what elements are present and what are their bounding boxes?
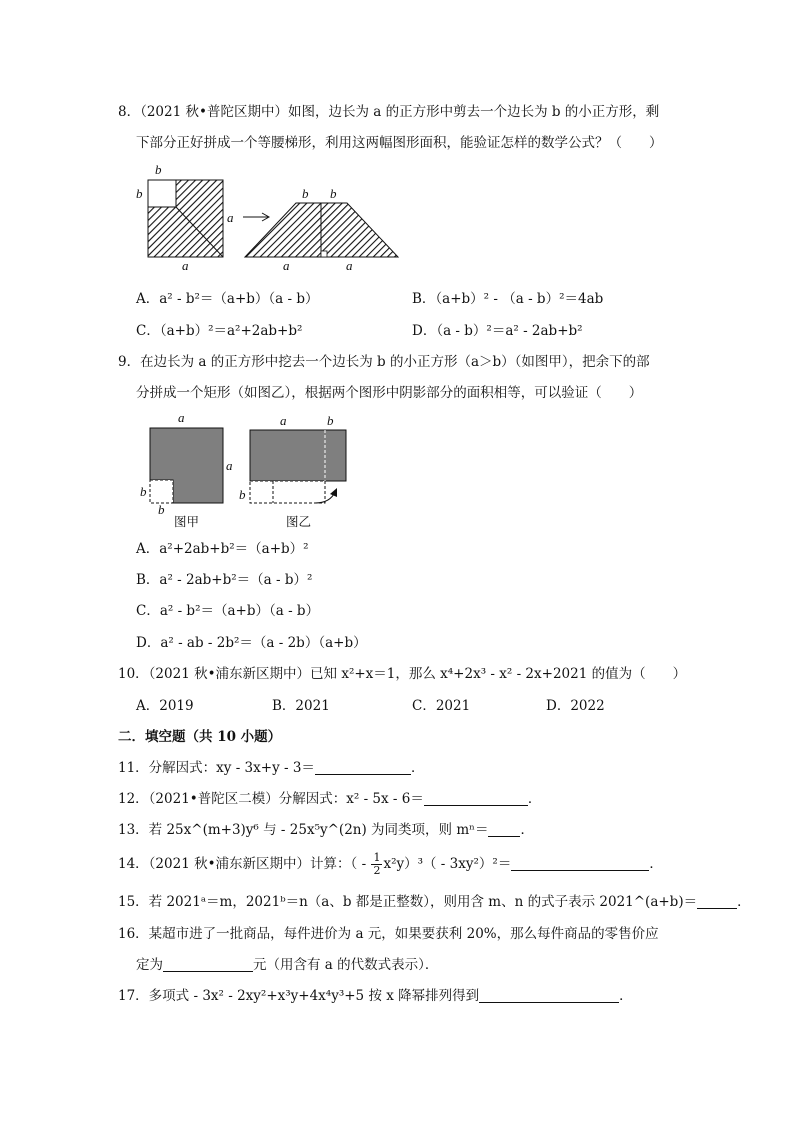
q10-option-a: A．2019 bbox=[136, 698, 194, 714]
q9-label-b-bottom: b bbox=[158, 502, 165, 517]
q14-text-post: x²y）³（ - 3xy²）²＝ bbox=[383, 856, 512, 872]
q8-trap-a-1: a bbox=[283, 258, 290, 273]
section-heading-fill-in: 二．填空题（共 10 小题） bbox=[118, 729, 282, 745]
q9-label-r-b-top: b bbox=[327, 413, 334, 428]
q11-text: 11．分解因式：xy - 3x+y - 3＝ bbox=[118, 760, 315, 776]
q8-trap-b-1: b bbox=[302, 186, 309, 201]
q8-label-a-right: a bbox=[227, 210, 234, 225]
q16-line1: 16．某超市进了一批商品，每件进价为 a 元，如果要获利 20%，那么每件商品的零售价应 bbox=[118, 926, 659, 942]
q8-trap-a-2: a bbox=[346, 258, 353, 273]
q13-answer-blank[interactable] bbox=[488, 822, 520, 837]
q13-text: 13．若 25x^(m+3)y⁶ 与 - 25x⁵y^(2n) 为同类项，则 mⁿ＝ bbox=[118, 822, 489, 838]
q17: 17．多项式 - 3x² - 2xy²+x³y+4x⁴y³+5 按 x 降幂排列得到 ． bbox=[118, 988, 633, 1004]
q9-option-a: A．a²+2ab+b²＝（a+b）² bbox=[136, 541, 309, 557]
q8-label-b-top: b bbox=[155, 162, 162, 177]
q8-stem-line2: 下部分正好拼成一个等腰梯形，利用这两幅图形面积，能验证怎样的数学公式？（ ） bbox=[136, 135, 663, 151]
q10-option-d: D．2022 bbox=[546, 698, 605, 714]
q9-label-b-left: b bbox=[140, 484, 147, 499]
q9-label-jia: 图甲 bbox=[174, 514, 200, 529]
q8-option-b: B．（a+b）² - （a - b）²＝4ab bbox=[412, 291, 604, 307]
q9-stem-line1: 9．在边长为 a 的正方形中挖去一个边长为 b 的小正方形（a＞b）（如图甲），把余下的部 bbox=[118, 354, 650, 370]
q9-label-a-right: a bbox=[226, 458, 233, 473]
q9-option-b: B．a² - 2ab+b²＝（a - b）² bbox=[136, 572, 313, 588]
q17-text: 17．多项式 - 3x² - 2xy²+x³y+4x⁴y³+5 按 x 降幂排列得到 bbox=[118, 988, 480, 1004]
q8-stem-line1: 8．（2021 秋•普陀区期中）如图，边长为 a 的正方形中剪去一个边长为 b 的小正方形，剩 bbox=[118, 104, 660, 120]
q11: 11．分解因式：xy - 3x+y - 3＝ ． bbox=[118, 760, 425, 776]
q8-small-square bbox=[148, 180, 176, 207]
q8-option-c: C．（a+b）²＝a²+2ab+b² bbox=[136, 323, 303, 339]
q8-figure bbox=[130, 160, 410, 275]
q8-option-a: A．a² - b²＝（a+b）（a - b） bbox=[136, 291, 319, 307]
q8-label-a-bottom: a bbox=[182, 258, 189, 273]
q14: 14．（2021 秋•浦东新区期中）计算：（ - $\frac{1}{2}$ x²y）³（ - 3xy²）²＝ ． bbox=[118, 851, 663, 877]
q8-label-b-left: b bbox=[136, 186, 143, 201]
q9-fig-yi-shaded bbox=[250, 430, 346, 481]
q9-option-c: C．a² - b²＝（a+b）（a - b） bbox=[136, 603, 320, 619]
q9-label-r-b-left: b bbox=[239, 487, 246, 502]
q16-answer-blank[interactable] bbox=[163, 957, 253, 972]
q15-answer-blank[interactable] bbox=[697, 894, 737, 909]
q10-stem: 10．（2021 秋•浦东新区期中）已知 x²+x＝1，那么 x⁴+2x³ - x² - 2x+2021 的值为（ ） bbox=[118, 666, 687, 682]
q15: 15．若 2021ᵃ＝m，2021ᵇ＝n（a、b 都是正整数），则用含 m、n 的式子表示 2021^(a+b)＝ ． bbox=[118, 894, 751, 910]
q14-answer-blank[interactable] bbox=[511, 856, 649, 871]
q9-option-d: D．a² - ab - 2b²＝（a - 2b）（a+b） bbox=[136, 635, 367, 651]
q10-option-c: C．2021 bbox=[412, 698, 471, 714]
q17-answer-blank[interactable] bbox=[479, 988, 619, 1003]
q11-answer-blank[interactable] bbox=[315, 760, 411, 775]
q9-label-yi: 图乙 bbox=[286, 514, 312, 529]
q10-option-b: B．2021 bbox=[272, 698, 330, 714]
q12-text: 12．（2021•普陀区二模）分解因式：x² - 5x - 6＝ bbox=[118, 791, 424, 807]
q9-label-r-a: a bbox=[280, 413, 287, 428]
q8-option-d: D．（a - b）²＝a² - 2ab+b² bbox=[412, 323, 583, 339]
q15-text: 15．若 2021ᵃ＝m，2021ᵇ＝n（a、b 都是正整数），则用含 m、n 的式子表示 2021^(a+b)＝ bbox=[118, 894, 698, 910]
q13: 13．若 25x^(m+3)y⁶ 与 - 25x⁵y^(2n) 为同类项，则 mⁿ＝ ． bbox=[118, 822, 534, 838]
q9-stem-line2: 分拼成一个矩形（如图乙），根据两个图形中阴影部分的面积相等，可以验证（ ） bbox=[136, 385, 643, 401]
q9-fig-jia-hole bbox=[150, 480, 173, 503]
q8-trap-b-2: b bbox=[330, 186, 337, 201]
q12: 12．（2021•普陀区二模）分解因式：x² - 5x - 6＝ ． bbox=[118, 791, 542, 807]
q9-label-a-top: a bbox=[178, 410, 185, 425]
q12-answer-blank[interactable] bbox=[424, 791, 528, 806]
q9-figure bbox=[130, 408, 360, 533]
q14-fraction: $\frac{1}{2}$ bbox=[373, 851, 381, 877]
q14-text-pre: 14．（2021 秋•浦东新区期中）计算：（ - bbox=[118, 856, 367, 872]
q16-line2: 定为 元（用含有 a 的代数式表示）． bbox=[136, 957, 439, 973]
